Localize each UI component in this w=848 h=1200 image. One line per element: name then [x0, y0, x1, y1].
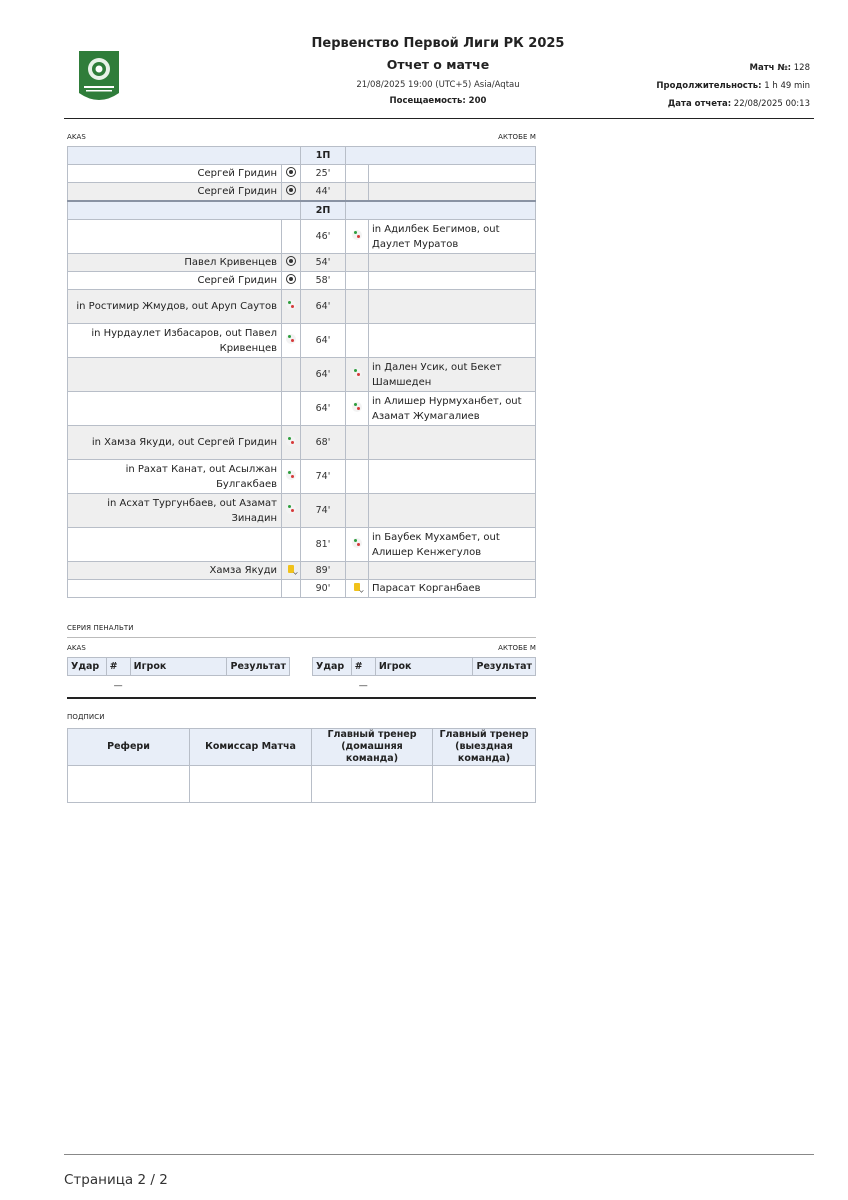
- away-event-text: [369, 494, 536, 528]
- event-row: [68, 528, 536, 562]
- event-minute: 68': [301, 426, 346, 460]
- substitution-icon: [286, 334, 296, 344]
- away-event-text: in Баубек Мухамбет, out Алишер Кенжегулов: [369, 528, 536, 562]
- event-minute: 64': [301, 358, 346, 392]
- home-event-text: in Асхат Тургунбаев, out Азамат Зинадин: [68, 494, 282, 528]
- event-row: [68, 460, 536, 494]
- pen-empty: —: [113, 680, 123, 691]
- sig-home-coach-cell: [312, 766, 433, 803]
- home-event-text: [68, 220, 282, 254]
- event-row: [68, 220, 536, 254]
- home-event-text: [68, 580, 282, 598]
- page-number: Страница 2 / 2: [64, 1172, 168, 1188]
- event-row: [68, 290, 536, 324]
- event-row: [68, 562, 536, 580]
- home-event-text: in Рахат Канат, out Асылжан Булгакбаев: [68, 460, 282, 494]
- event-row: [68, 580, 536, 598]
- sig-home-coach-header: Главный тренер (домашняя команда): [312, 729, 433, 766]
- substitution-icon: [286, 504, 296, 514]
- event-minute: 64': [301, 324, 346, 358]
- substitution-icon: [352, 402, 362, 412]
- yellow-card-icon: [288, 565, 294, 573]
- away-event-text: [369, 426, 536, 460]
- event-minute: 54': [301, 254, 346, 272]
- event-minute: 25': [301, 165, 346, 183]
- sig-referee-header: Рефери: [68, 729, 190, 766]
- substitution-icon: [352, 538, 362, 548]
- home-event-text: [68, 528, 282, 562]
- home-event-text: in Ростимир Жмудов, out Аруп Саутов: [68, 290, 282, 324]
- substitution-icon: [286, 436, 296, 446]
- event-minute: 64': [301, 392, 346, 426]
- half-label: 2П: [301, 201, 346, 220]
- away-event-text: [369, 562, 536, 580]
- report-date: Дата отчета: 22/08/2025 00:13: [667, 99, 810, 109]
- ball-icon: [286, 274, 296, 284]
- sig-away-coach-cell: [433, 766, 536, 803]
- event-minute: 58': [301, 272, 346, 290]
- event-minute: 90': [301, 580, 346, 598]
- away-event-text: [369, 290, 536, 324]
- home-event-text: Сергей Гридин: [68, 183, 282, 202]
- home-event-text: in Хамза Якуди, out Сергей Гридин: [68, 426, 282, 460]
- ball-icon: [286, 256, 296, 266]
- event-minute: 74': [301, 460, 346, 494]
- pen-col-player: Игрок: [375, 658, 473, 676]
- half-header-row: [68, 201, 536, 220]
- penalties-away-team: АКТОБЕ М: [498, 644, 536, 652]
- header-divider: [64, 118, 814, 119]
- ball-icon: [286, 167, 296, 177]
- home-event-text: Хамза Якуди: [68, 562, 282, 580]
- away-event-text: [369, 254, 536, 272]
- home-event-text: Сергей Гридин: [68, 272, 282, 290]
- away-event-text: [369, 324, 536, 358]
- sig-commissioner-header: Комиссар Матча: [190, 729, 312, 766]
- event-minute: 64': [301, 290, 346, 324]
- document-title: Отчет о матче: [386, 57, 490, 72]
- ball-icon: [286, 185, 296, 195]
- away-event-text: in Алишер Нурмуханбет, out Азамат Жумагалиев: [369, 392, 536, 426]
- event-row: [68, 183, 536, 202]
- penalties-title: СЕРИЯ ПЕНАЛЬТИ: [67, 624, 134, 632]
- event-row: [68, 358, 536, 392]
- event-minute: 46': [301, 220, 346, 254]
- event-row: [68, 324, 536, 358]
- league-logo: [75, 49, 123, 107]
- event-minute: 89': [301, 562, 346, 580]
- signatures-title: ПОДПИСИ: [67, 713, 105, 721]
- signatures-table: [67, 728, 536, 803]
- away-event-text: in Дален Усик, out Бекет Шамшеден: [369, 358, 536, 392]
- away-event-text: [369, 165, 536, 183]
- penalties-home-team: AKAS: [67, 644, 86, 652]
- event-minute: 74': [301, 494, 346, 528]
- sig-commissioner-cell: [190, 766, 312, 803]
- sig-referee-cell: [68, 766, 190, 803]
- pen-col-player: Игрок: [130, 658, 227, 676]
- away-event-text: in Адилбек Бегимов, out Даулет Муратов: [369, 220, 536, 254]
- sig-away-coach-header: Главный тренер (выездная команда): [433, 729, 536, 766]
- substitution-icon: [352, 230, 362, 240]
- penalties-divider: [67, 637, 536, 638]
- attendance: Посещаемость: 200: [389, 96, 487, 106]
- home-event-text: [68, 358, 282, 392]
- penalties-bottom-rule: [67, 697, 536, 699]
- match-duration: Продолжительность: 1 h 49 min: [656, 81, 810, 91]
- match-datetime: 21/08/2025 19:00 (UTC+5) Asia/Aqtau: [356, 80, 520, 90]
- half-header-row: [68, 147, 536, 165]
- match-number: Матч №: 128: [749, 63, 810, 73]
- home-event-text: Сергей Гридин: [68, 165, 282, 183]
- event-row: [68, 165, 536, 183]
- pen-col-shot: Удар: [68, 658, 107, 676]
- home-team-label: AKAS: [67, 133, 86, 141]
- event-row: [68, 426, 536, 460]
- event-minute: 44': [301, 183, 346, 202]
- home-event-text: in Нурдаулет Избасаров, out Павел Кривенцев: [68, 324, 282, 358]
- event-minute: 81': [301, 528, 346, 562]
- yellow-card-icon: [354, 583, 360, 591]
- event-row: [68, 392, 536, 426]
- pen-col-number: #: [351, 658, 375, 676]
- pen-col-result: Результат: [473, 658, 536, 676]
- substitution-icon: [286, 300, 296, 310]
- away-event-text: [369, 183, 536, 202]
- penalties-away-table: [312, 657, 536, 695]
- events-table: [67, 146, 536, 598]
- substitution-icon: [286, 470, 296, 480]
- substitution-icon: [352, 368, 362, 378]
- event-row: [68, 494, 536, 528]
- footer-divider: [64, 1154, 814, 1155]
- half-label: 1П: [301, 147, 346, 165]
- pen-col-shot: Удар: [313, 658, 352, 676]
- event-row: [68, 272, 536, 290]
- pen-empty: —: [358, 680, 368, 691]
- home-event-text: [68, 392, 282, 426]
- away-event-text: [369, 272, 536, 290]
- pen-col-number: #: [106, 658, 130, 676]
- away-event-text: Парасат Корганбаев: [369, 580, 536, 598]
- pen-col-result: Результат: [227, 658, 290, 676]
- home-event-text: Павел Кривенцев: [68, 254, 282, 272]
- away-team-label: АКТОБЕ М: [498, 133, 536, 141]
- event-row: [68, 254, 536, 272]
- penalties-home-table: [67, 657, 290, 695]
- tournament-title: Первенство Первой Лиги РК 2025: [311, 36, 565, 51]
- away-event-text: [369, 460, 536, 494]
